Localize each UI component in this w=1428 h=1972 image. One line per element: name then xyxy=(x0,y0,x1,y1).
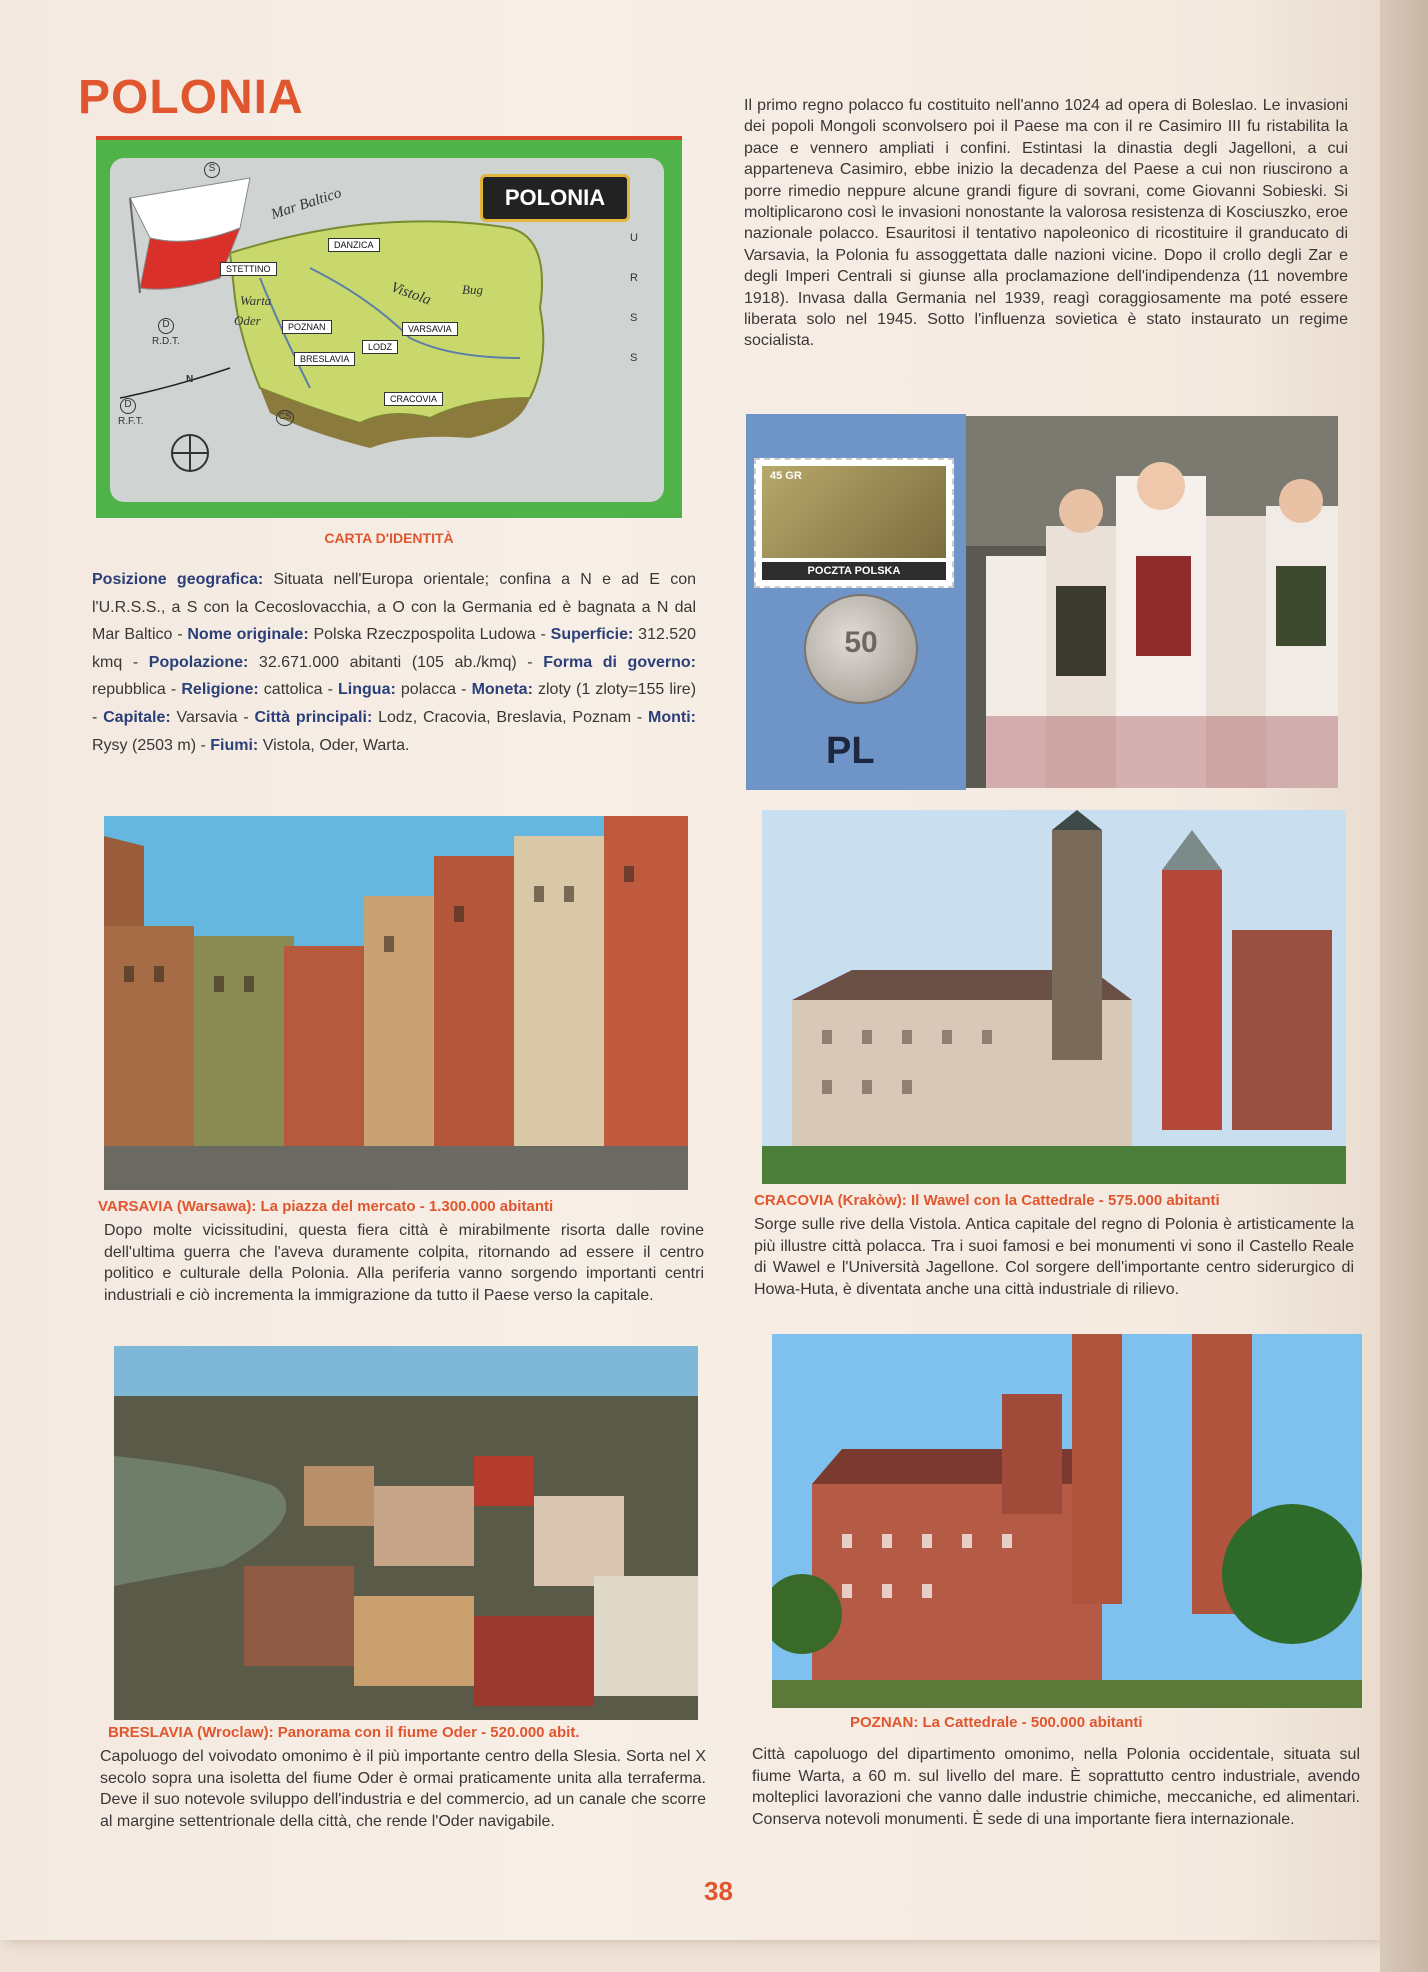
country-code: PL xyxy=(826,730,875,772)
postage-stamp xyxy=(754,458,954,588)
city-label-danzica: DANZICA xyxy=(328,238,380,252)
page-spine xyxy=(1380,0,1428,1972)
page-number: 38 xyxy=(704,1876,733,1906)
identity-label: Capitale: xyxy=(103,708,171,726)
identity-caption: CARTA D'IDENTITÀ xyxy=(324,530,454,546)
city-label-lodz: LODZ xyxy=(362,340,398,354)
river-label-vistola: Vistola xyxy=(388,279,434,309)
identity-label: Nome originale: xyxy=(187,626,309,644)
identity-label: Posizione geografica: xyxy=(92,571,264,588)
identity-label: Superficie: xyxy=(550,626,634,644)
map-panel xyxy=(110,158,664,502)
varsavia-caption: VARSAVIA (Warsawa): La piazza del mercato - 1.300.000 abitanti xyxy=(98,1198,554,1215)
country-label-rft: R.F.T. xyxy=(118,416,144,427)
breslavia-caption: BRESLAVIA (Wroclaw): Panorama con il fiume Oder - 520.000 abit. xyxy=(108,1724,580,1741)
stamp-coin-panel xyxy=(746,414,966,790)
identity-value: zloty (1 zloty=155 lire) - xyxy=(92,681,697,726)
poznan-caption: POZNAN: La Cattedrale - 500.000 abitanti xyxy=(850,1714,1143,1731)
country-code-cs: CS xyxy=(276,410,294,426)
identity-value: 32.671.000 abitanti (105 ab./kmq) - xyxy=(248,653,544,671)
identity-label: Monti: xyxy=(648,708,697,726)
identity-value: Polska Rzeczpospolita Ludowa - xyxy=(308,626,551,644)
breslavia-photo xyxy=(114,1346,698,1720)
map-badge: POLONIA xyxy=(480,174,630,222)
sea-label: Mar Baltico xyxy=(269,185,344,223)
coin-value: 50 xyxy=(844,626,878,659)
country-label-urss: U R S S xyxy=(630,232,638,364)
folk-costume-photo xyxy=(966,416,1338,788)
varsavia-photo xyxy=(104,816,688,1190)
identity-label: Fiumi: xyxy=(210,736,259,754)
country-code-d1: D xyxy=(158,318,174,334)
identity-value: Varsavia - xyxy=(170,708,255,726)
coin xyxy=(804,594,918,704)
varsavia-text: Dopo molte vicissitudini, questa fiera città è mirabilmente risorta dalle rovine dell'ultima guerra che l'aveva duramente colpita, ritornando ad essere il centro politico e culturale della Polonia. Alla periferia vanno sorgendo importanti centri industriali e ciò incrementa la immigrazione da tutto il Paese verso la capitale. xyxy=(104,1222,704,1304)
identity-value: Situata nell'Europa orientale; confina a N e ad E con l'U.R.S.S., a S con la Cecoslovacchia, a O con la Germania ed è bagnata a N dal Mar Baltico - xyxy=(92,571,696,644)
river-label-bug: Bug xyxy=(462,282,483,297)
identity-label: Religione: xyxy=(181,681,259,699)
identity-value: polacca - xyxy=(395,681,472,699)
identity-label: Moneta: xyxy=(471,681,533,699)
compass-north-label: N xyxy=(186,374,194,385)
city-label-stettino: STETTINO xyxy=(220,262,277,276)
cracovia-caption: CRACOVIA (Krakòw): Il Wawel con la Cattedrale - 575.000 abitanti xyxy=(754,1192,1220,1209)
river-label-oder: Oder xyxy=(234,313,261,328)
identity-value: Rysy (2503 m) - xyxy=(92,736,211,754)
stamp-text: POCZTA POLSKA xyxy=(762,562,946,580)
identity-value: Vistola, Oder, Warta. xyxy=(258,736,410,754)
history-text: Il primo regno polacco fu costituito nell'anno 1024 ad opera di Boleslao. Le invasioni dei popoli Mongoli sconvolsero poi il Paese ma con il re Casimiro III fu ristabilita la pace e vennero ampliati i confini. Estintasi la dinastia degli Jagelloni, a cui apparteneva Casimiro, ebbe inizio la decadenza del Paese a cui non riuscirono a porre rimedio neppure alcune grandi figure di sovrani, come Giovanni Sobieski. Si moltiplicarono così le invasioni nonostante la valorosa resistenza di Kosciuszko, eroe nazionale polacco. Esauritosi il tentativo napoleonico di ricostituire il granducato di Varsavia, la Polonia fu assoggettata dalle nazioni vicine. Dopo il crollo degli Zar e degli Imperi Centrali si giunse alla proclamazione dell'indipendenza (11 novembre 1918). Invasa dalla Germania nel 1939, reagì coraggiosamente ma poté essere liberata solo nel 1945. Sotto l'influenza sovietica è stato instaurato un regime socialista. xyxy=(744,97,1348,350)
identity-value: cattolica - xyxy=(258,681,339,699)
identity-label: Forma di governo: xyxy=(543,653,697,671)
identity-label: Popolazione: xyxy=(148,653,249,671)
poland-map xyxy=(96,136,682,518)
poznan-text: Città capoluogo del dipartimento omonimo, nella Polonia occidentale, situata sul fiume Warta, a 60 m. sul livello del mare. È soprattutto centro industriale, avendo molteplici lavorazioni che vanno dalle industrie chimiche, meccaniche, ed alimentari. Conserva notevoli monumenti. È sede di una importante fiera internazionale. xyxy=(752,1746,1360,1828)
identity-value: Lodz, Cracovia, Breslavia, Poznam - xyxy=(372,708,649,726)
city-label-cracovia: CRACOVIA xyxy=(384,392,443,406)
country-label-rdt: R.D.T. xyxy=(152,336,180,347)
city-label-breslavia: BRESLAVIA xyxy=(294,352,355,366)
stamp-value: 45 GR xyxy=(770,470,802,482)
identity-label: Lingua: xyxy=(338,681,396,699)
identity-value: 312.520 kmq - xyxy=(92,626,696,671)
page-title: POLONIA xyxy=(78,71,304,124)
poznan-photo xyxy=(772,1334,1362,1708)
cracovia-photo xyxy=(762,810,1346,1184)
river-label-warta: Warta xyxy=(240,293,272,308)
country-code-s: S xyxy=(204,162,220,178)
city-label-varsavia: VARSAVIA xyxy=(402,322,458,336)
breslavia-text: Capoluogo del voivodato omonimo è il più importante centro della Slesia. Sorta nel X secolo sopra una isoletta del fiume Oder è ormai praticamente unita alla terraferma. Deve il suo notevole sviluppo dell'industria e del commercio, ad un canale che scorre al margine settentrionale della città, che rende l'Oder navigabile. xyxy=(100,1748,706,1830)
city-label-poznan: POZNAN xyxy=(282,320,332,334)
identity-value: repubblica - xyxy=(92,681,182,699)
identity-card-text xyxy=(92,566,696,759)
cracovia-text: Sorge sulle rive della Vistola. Antica capitale del regno di Polonia è artisticamente la più illustre città polacca. Tra i suoi famosi e bei monumenti vi sono il Castello Reale di Wawel e l'Università Jagellone. Col sorgere dell'importante centro siderurgico di Howa-Huta, è diventata anche una città industriale di rilievo. xyxy=(754,1216,1354,1298)
country-code-d2: D xyxy=(120,398,136,414)
identity-label: Città principali: xyxy=(254,708,373,726)
